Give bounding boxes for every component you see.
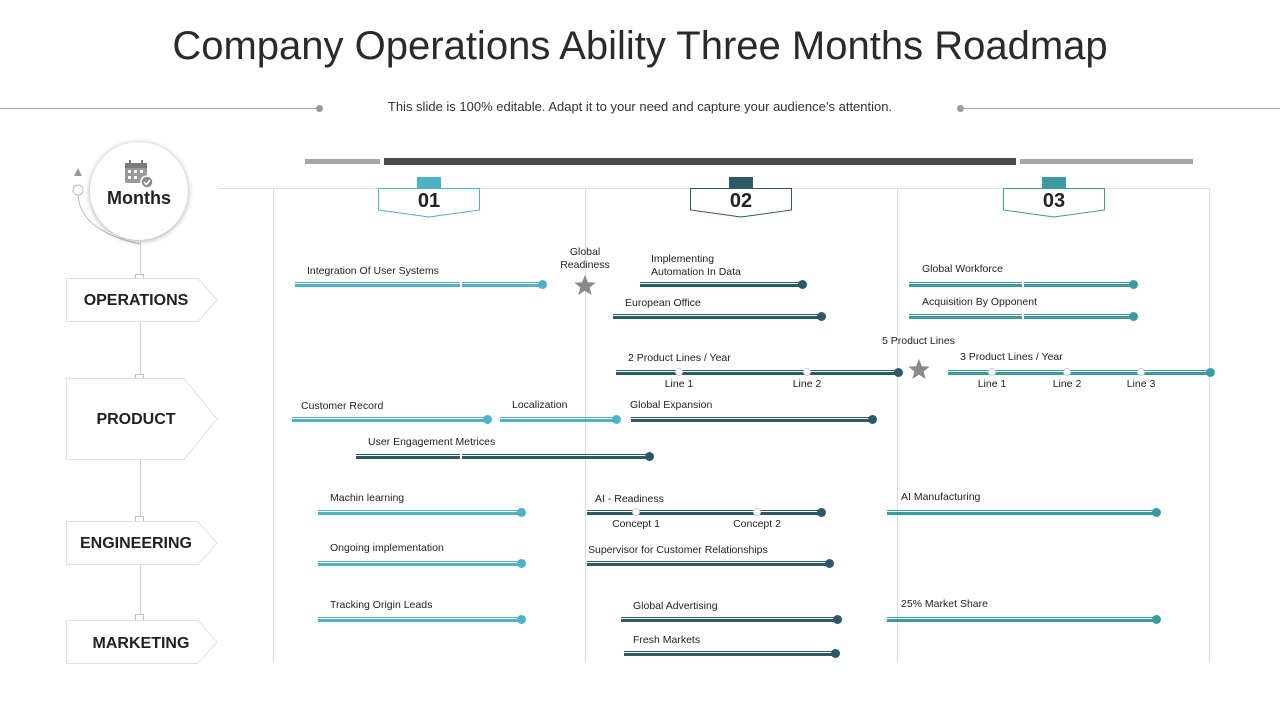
checkpoint-label: Line 1 [977, 378, 1007, 390]
star-icon [573, 274, 597, 296]
star-icon [907, 358, 931, 380]
task-bar-line [616, 372, 898, 375]
task-label: Acquisition By Opponent [922, 296, 1037, 308]
task-bar-end-dot [517, 615, 526, 624]
task-label: Supervisor for Customer Relationships [588, 544, 768, 556]
checkpoint-label: Line 2 [792, 378, 822, 390]
task-bar-line [295, 284, 542, 287]
checkpoint-dot [753, 508, 761, 516]
month-tab-1 [417, 177, 441, 188]
row-label-engineering: ENGINEERING [66, 521, 218, 565]
task-label: Ongoing implementation [330, 542, 444, 554]
task-bar [616, 370, 898, 374]
task-bar-line [624, 653, 835, 656]
task-bar-line [613, 316, 821, 319]
task-bar-end-dot [645, 452, 654, 461]
task-bar-line [909, 316, 1133, 319]
checkpoint-dot [803, 368, 811, 376]
task-bar-line [587, 561, 829, 562]
task-bar-end-dot [798, 280, 807, 289]
checkpoint-dot [675, 368, 683, 376]
column-line [897, 188, 898, 663]
task-bar-end-dot [1206, 368, 1215, 377]
task-bar-end-dot [894, 368, 903, 377]
task-bar-line [640, 282, 802, 283]
task-bar-end-dot [1152, 508, 1161, 517]
task-bar [356, 454, 649, 458]
task-label: User Engagement Metrices [368, 436, 496, 448]
task-label: 25% Market Share [901, 598, 988, 610]
task-label: Localization [512, 399, 568, 411]
task-bar-line [292, 419, 487, 422]
task-bar [909, 282, 1133, 286]
month-number: 02 [729, 190, 753, 212]
task-bar-line [587, 512, 821, 515]
task-bar-line [621, 617, 837, 618]
task-bar-line [631, 419, 872, 422]
subtitle-rule-right [960, 108, 1280, 109]
task-bar-end-dot [517, 559, 526, 568]
checkpoint-label: Line 3 [1126, 378, 1156, 390]
month-header-2 [690, 188, 792, 216]
task-bar [631, 417, 872, 421]
task-bar-end-dot [612, 415, 621, 424]
column-line [273, 188, 274, 663]
checkpoint-label: Line 2 [1052, 378, 1082, 390]
task-bar-line [909, 284, 1133, 287]
task-bar [318, 617, 521, 621]
timeline-bar-start [305, 159, 380, 164]
task-bar-line [887, 619, 1156, 622]
checkpoint-dot [988, 368, 996, 376]
task-bar-line [318, 510, 521, 511]
task-label: Implementing Automation In Data [651, 253, 741, 278]
task-bar-line [613, 314, 821, 315]
task-bar-line [621, 619, 837, 622]
checkpoint-dot [632, 508, 640, 516]
row-label-marketing: MARKETING [66, 620, 218, 664]
task-bar-line [624, 651, 835, 652]
task-bar-end-dot [538, 280, 547, 289]
task-bar-end-dot [825, 559, 834, 568]
task-bar [587, 510, 821, 514]
timeline-bar-main [384, 158, 1016, 165]
task-bar-end-dot [868, 415, 877, 424]
task-bar-line [318, 619, 521, 622]
task-bar-line [887, 617, 1156, 618]
task-bar-line [909, 282, 1133, 283]
task-bar-split [460, 454, 462, 460]
task-bar-end-dot [817, 312, 826, 321]
checkpoint-dot [1063, 368, 1071, 376]
checkpoint-label: Concept 1 [612, 518, 660, 530]
task-bar-line [356, 454, 649, 455]
task-bar [587, 561, 829, 565]
task-bar-end-dot [1129, 312, 1138, 321]
task-bar-line [631, 417, 872, 418]
task-bar-line [587, 563, 829, 566]
task-bar [909, 314, 1133, 318]
task-bar [613, 314, 821, 318]
task-bar-line [616, 370, 898, 371]
subtitle: This slide is 100% editable. Adapt it to your need and capture your audience’s attention. [387, 99, 893, 114]
task-bar-line [887, 510, 1156, 511]
task-bar [500, 417, 616, 421]
task-bar [887, 617, 1156, 621]
task-bar-line [356, 456, 649, 459]
task-bar [318, 510, 521, 514]
task-bar-line [887, 512, 1156, 515]
milestone-label: 5 Product Lines [882, 335, 955, 347]
column-line [1209, 188, 1210, 663]
task-bar-line [500, 419, 616, 422]
task-label: 3 Product Lines / Year [960, 351, 1063, 363]
task-label: Fresh Markets [633, 634, 701, 646]
task-bar-end-dot [483, 415, 492, 424]
task-label: Global Advertising [633, 600, 718, 612]
task-bar-end-dot [817, 508, 826, 517]
task-label: Global Workforce [922, 263, 1003, 275]
month-tab-2 [729, 177, 753, 188]
task-bar [318, 561, 521, 565]
checkpoint-label: Line 1 [664, 378, 694, 390]
months-circle [90, 142, 188, 240]
row-label-operations: OPERATIONS [66, 278, 218, 322]
subtitle-rule-left-dot [316, 105, 323, 112]
month-tab-3 [1042, 177, 1066, 188]
task-bar-end-dot [833, 615, 842, 624]
task-label: Integration Of User Systems [307, 265, 439, 277]
task-bar-line [318, 512, 521, 515]
timeline-bar-end [1020, 159, 1193, 164]
task-label: Tracking Origin Leads [330, 599, 433, 611]
task-bar-line [500, 417, 616, 418]
task-bar [621, 617, 837, 621]
task-bar-line [292, 417, 487, 418]
task-label: Machin learning [330, 492, 405, 504]
task-bar-end-dot [517, 508, 526, 517]
month-header-3 [1003, 188, 1105, 216]
task-bar [295, 282, 542, 286]
page-title: Company Operations Ability Three Months Roadmap [172, 24, 1108, 68]
month-header-1 [378, 188, 480, 216]
task-bar-line [909, 314, 1133, 315]
task-bar-end-dot [1129, 280, 1138, 289]
checkpoint-dot [1137, 368, 1145, 376]
task-bar-split [1022, 282, 1024, 288]
task-bar-split [1022, 314, 1024, 320]
task-bar-line [318, 561, 521, 562]
months-label: Months [107, 188, 171, 208]
task-label: 2 Product Lines / Year [628, 352, 731, 364]
task-label: European Office [625, 297, 701, 309]
month-number: 03 [1042, 190, 1066, 212]
row-label-product: PRODUCT [66, 378, 218, 460]
milestone-label: Global Readiness [560, 246, 610, 271]
task-bar-split [460, 282, 462, 288]
task-label: Customer Record [301, 400, 384, 412]
task-label: AI Manufacturing [901, 491, 981, 503]
task-label: Global Expansion [630, 399, 713, 411]
month-number: 01 [417, 190, 441, 212]
task-bar-line [318, 563, 521, 566]
task-bar [640, 282, 802, 286]
task-bar-end-dot [831, 649, 840, 658]
checkpoint-label: Concept 2 [733, 518, 781, 530]
task-bar-end-dot [1152, 615, 1161, 624]
task-bar-line [640, 284, 802, 287]
task-bar [624, 651, 835, 655]
task-bar-line [318, 617, 521, 618]
subtitle-rule-left [0, 108, 320, 109]
task-label: AI - Readiness [595, 493, 664, 505]
task-bar-line [295, 282, 542, 283]
task-bar [292, 417, 487, 421]
task-bar [887, 510, 1156, 514]
task-bar-line [587, 510, 821, 511]
